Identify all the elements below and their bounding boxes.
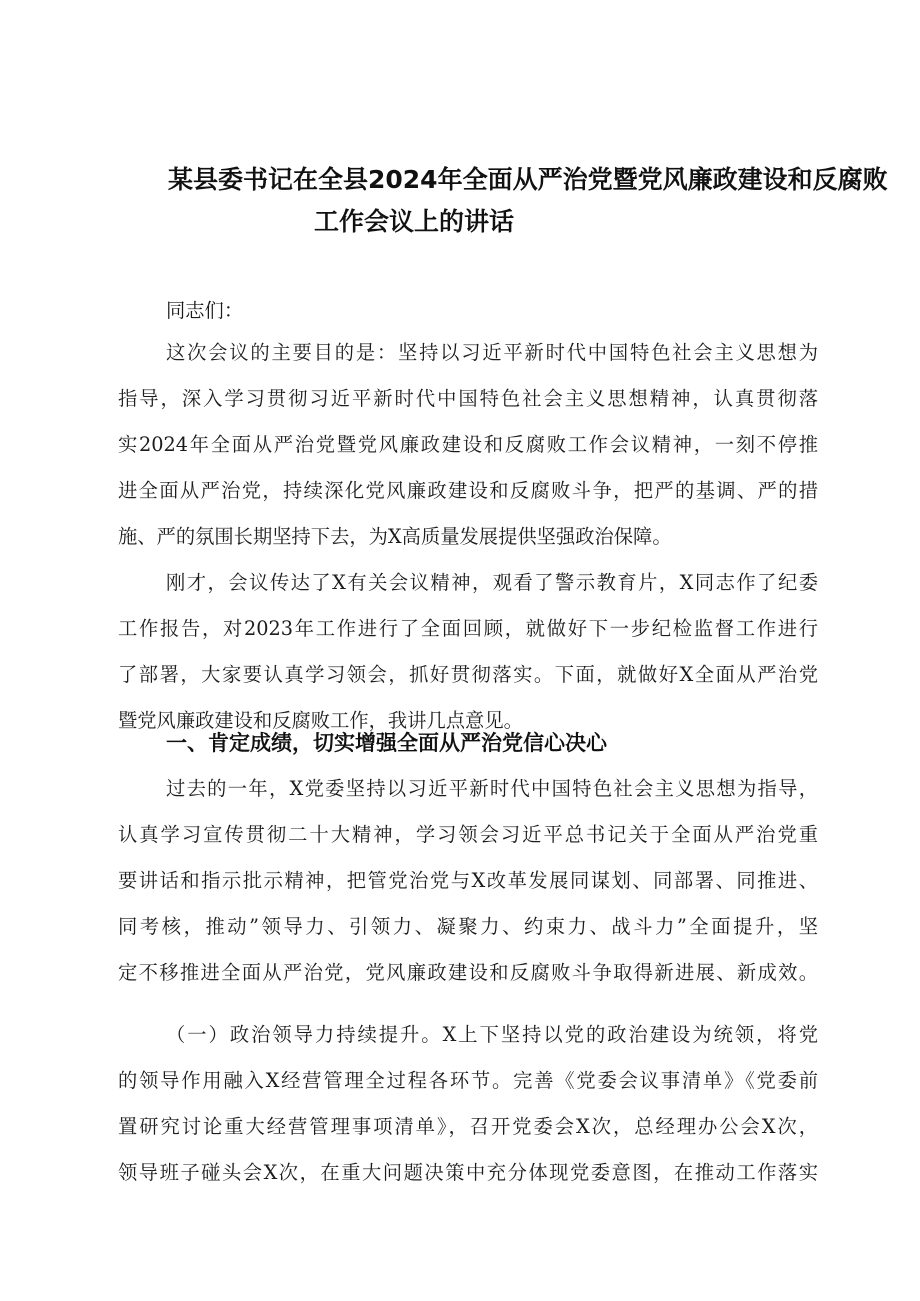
paragraph-line: 置研究讨论重大经营管理事项清单》，召开党委会X次，总经理办公会X次， xyxy=(118,1115,818,1138)
paragraph-line: 了部署，大家要认真学习领会，抓好贯彻落实。下面，就做好X全面从严治党 xyxy=(118,663,818,686)
paragraph-line: 同考核，推动”领导力、引领力、凝聚力、约束力、战斗力”全面提升，坚 xyxy=(118,915,818,938)
paragraph-line: 实2024年全面从严治党暨党风廉政建设和反腐败工作会议精神，一刻不停推 xyxy=(118,433,818,456)
document-title-line-1: 某县委书记在全县2024年全面从严治党暨党风廉政建设和反腐败 xyxy=(168,165,888,194)
paragraph-line: 认真学习宣传贯彻二十大精神，学习领会习近平总书记关于全面从严治党重 xyxy=(118,823,818,846)
paragraph-line: 要讲话和指示批示精神，把管党治党与X改革发展同谋划、同部署、同推进、 xyxy=(118,869,818,892)
paragraph-line: 过去的一年，X党委坚持以习近平新时代中国特色社会主义思想为指导， xyxy=(166,777,818,800)
paragraph-line: 领导班子碰头会X次，在重大问题决策中充分体现党委意图，在推动工作落实 xyxy=(118,1161,818,1184)
paragraph-line: 的领导作用融入X经营管理全过程各环节。完善《党委会议事清单》《党委前 xyxy=(118,1069,818,1092)
document-title-line-2: 工作会议上的讲话 xyxy=(314,207,515,236)
paragraph-line: 进全面从严治党，持续深化党风廉政建设和反腐败斗争，把严的基调、严的措 xyxy=(118,479,818,502)
greeting: 同志们： xyxy=(166,299,244,322)
paragraph-line: 工作报告，对2023年工作进行了全面回顾，就做好下一步纪检监督工作进行 xyxy=(118,617,818,640)
paragraph-2 xyxy=(118,560,818,744)
paragraph-line: 暨党风廉政建设和反腐败工作，我讲几点意见。 xyxy=(118,709,523,732)
paragraph-4 xyxy=(118,1012,818,1196)
paragraph-1 xyxy=(118,330,818,560)
paragraph-line: 刚才，会议传达了X有关会议精神，观看了警示教育片，X同志作了纪委 xyxy=(166,571,818,594)
paragraph-3 xyxy=(118,766,818,996)
section-heading-1: 一、肯定成绩，切实增强全面从严治党信心决心 xyxy=(166,731,607,755)
paragraph-line: 这次会议的主要目的是：坚持以习近平新时代中国特色社会主义思想为 xyxy=(166,341,818,364)
paragraph-line: （一）政治领导力持续提升。X上下坚持以党的政治建设为统领，将党 xyxy=(166,1023,818,1046)
paragraph-line: 指导，深入学习贯彻习近平新时代中国特色社会主义思想精神，认真贯彻落 xyxy=(118,387,818,410)
paragraph-line: 定不移推进全面从严治党，党风廉政建设和反腐败斗争取得新进展、新成效。 xyxy=(118,961,818,984)
paragraph-line: 施、严的氛围长期坚持下去，为X高质量发展提供坚强政治保障。 xyxy=(118,525,672,548)
